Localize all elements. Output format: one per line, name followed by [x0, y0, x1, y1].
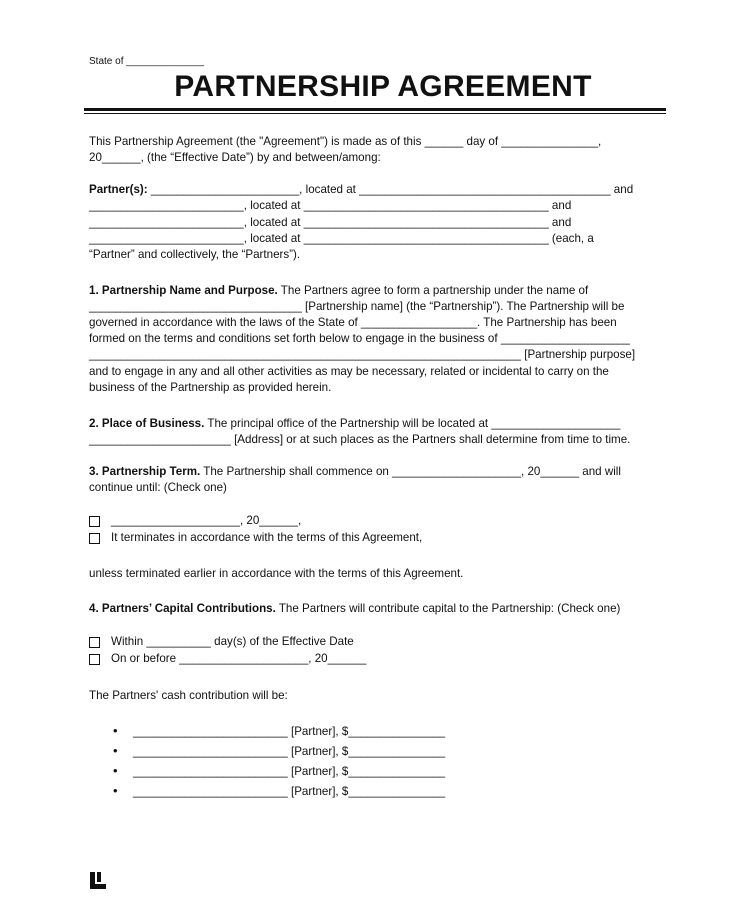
intro-line-2: 20______, (the “Effective Date”) by and between/among: [89, 151, 381, 164]
capital-option-1-label: Within __________ day(s) of the Effective Date [111, 635, 354, 648]
section1-line-4: formed on the terms and conditions set forth below to engage in the business of ____________________ [89, 332, 630, 345]
bullet-icon: • [113, 783, 118, 798]
document-title: PARTNERSHIP AGREEMENT [174, 70, 592, 103]
section3-heading: 3. Partnership Term. [89, 465, 201, 478]
partners-label: Partner(s): [89, 183, 148, 196]
section2-line-1 [89, 416, 620, 433]
term-option-2-label: It terminates in accordance with the terms of this Agreement, [111, 531, 423, 544]
section1-heading: 1. Partnership Name and Purpose. [89, 284, 278, 297]
capital-option-1-checkbox[interactable] [89, 637, 100, 648]
section4-line-1 [89, 601, 620, 618]
section3-line-1-text: The Partnership shall commence on ____________________, 20______ and will [203, 465, 621, 478]
section2-line-1-text: The principal office of the Partnership will be located at ____________________ [207, 417, 621, 430]
term-option-2-checkbox[interactable] [89, 533, 100, 544]
bullet-icon: • [113, 743, 118, 758]
title-rule-thin [84, 113, 666, 114]
section3-line-1 [89, 464, 621, 481]
capital-option-2-checkbox[interactable] [89, 654, 100, 665]
partners-line-3: ________________________, located at ______________________________________ and [89, 216, 572, 229]
partners-line-5: “Partner” and collectively, the “Partners”). [89, 248, 301, 261]
section1-line-6: and to engage in any and all other activities as may be necessary, related or incidental to carry on the [89, 365, 609, 378]
cash-contribution-item: ________________________ [Partner], $_______________ [133, 725, 446, 738]
title-rule-thick [84, 108, 666, 111]
brand-logo-icon [90, 872, 106, 889]
intro-line-1: This Partnership Agreement (the "Agreement") is made as of this ______ day of _______________, [89, 135, 602, 148]
section1-line-2: _________________________________ [Partnership name] (the “Partnership”). The Partnership will be [89, 300, 625, 313]
section2-line-2: ______________________ [Address] or at such places as the Partners shall determine from time to time. [89, 433, 631, 446]
bullet-icon: • [113, 763, 118, 778]
capital-option-2-label: On or before ____________________, 20______ [111, 652, 367, 665]
term-option-1-label: ____________________, 20______, [111, 514, 302, 527]
section1-line-1 [89, 283, 588, 300]
cash-contribution-item: ________________________ [Partner], $_______________ [133, 765, 446, 778]
state-of-label: State of ______________ [89, 56, 205, 67]
section2-heading: 2. Place of Business. [89, 417, 205, 430]
cash-contribution-item: ________________________ [Partner], $_______________ [133, 745, 446, 758]
partners-line-1 [89, 182, 633, 199]
partners-line-1-text: _______________________, located at _______________________________________ and [150, 183, 634, 196]
section3-line-2: continue until: (Check one) [89, 481, 227, 494]
term-option-1-checkbox[interactable] [89, 516, 100, 527]
partners-line-4: ________________________, located at ______________________________________ (each, a [89, 232, 594, 245]
section1-line-5: ___________________________________________________________________ [Partnership purpose] [89, 348, 636, 361]
bullet-icon: • [113, 723, 118, 738]
cash-contribution-item: ________________________ [Partner], $_______________ [133, 785, 446, 798]
section1-line-7: business of the Partnership as provided herein. [89, 381, 332, 394]
section1-line-3: governed in accordance with the laws of the State of __________________. The Partnership has been [89, 316, 617, 329]
partners-line-2: ________________________, located at ______________________________________ and [89, 199, 572, 212]
section4-heading: 4. Partners’ Capital Contributions. [89, 602, 276, 615]
section1-line-1-text: The Partners agree to form a partnership under the name of [280, 284, 589, 297]
section3-after-text: unless terminated earlier in accordance with the terms of this Agreement. [89, 567, 464, 580]
section4-line-1-text: The Partners will contribute capital to the Partnership: (Check one) [278, 602, 621, 615]
cash-contribution-intro: The Partners' cash contribution will be: [89, 689, 288, 702]
